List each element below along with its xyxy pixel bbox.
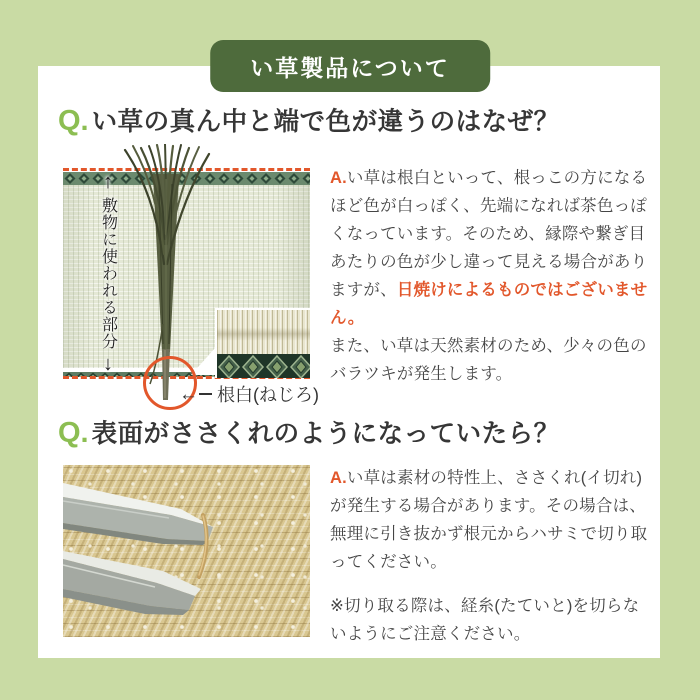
section-title: い草製品について <box>250 54 450 81</box>
q2-answer-body: い草は素材の特性上、ささくれ(イ切れ)が発生する場合があります。その場合は、無理に引き抜かず根元からハサミで切り取ってください。 <box>330 469 648 571</box>
scissors-cutting-image <box>63 465 310 637</box>
q1-answer-body-start: い草は根白といって、根っこの方になるほど色が白っぽく、先端になれば茶色っぽくなっています。そのため、縁際や繋ぎ目あたりの色が少し違って見える場合がありますが、 <box>330 169 648 299</box>
q2-question <box>58 414 560 450</box>
nejiro-label-text: 根白(ねじろ) <box>217 385 319 405</box>
igusa-fringe-texture <box>217 310 310 354</box>
section-title-badge <box>210 40 490 92</box>
q1-question-text: い草の真ん中と端で色が違うのはなぜ？ <box>91 108 560 136</box>
q2-answer-prefix: A. <box>330 469 347 487</box>
q2-question-text: 表面がささくれのようになっていたら？ <box>91 420 560 448</box>
arrow-left-icon: ← <box>179 383 198 405</box>
q1-prefix: Q. <box>58 105 89 137</box>
usable-part-label: 敷物に使われる部分 <box>99 196 117 350</box>
arrow-up-icon: ↑ <box>103 171 113 193</box>
q1-question <box>58 102 560 138</box>
q1-answer-prefix: A. <box>330 169 347 187</box>
q1-photo <box>63 150 319 412</box>
q2-answer-paragraph <box>330 464 652 576</box>
q1-answer-highlight: 日焼けによるものではございません。 <box>330 281 648 327</box>
q1-answer-paragraph-2: また、い草は天然素材のため、少々の色のバラツキが発生します。 <box>330 337 647 383</box>
q2-answer <box>330 464 652 648</box>
q2-prefix: Q. <box>58 417 89 449</box>
inset-diamond-border <box>217 354 310 378</box>
q2-answer-note: ※切り取る際は、経糸(たていと)を切らないようにご注意ください。 <box>330 597 640 643</box>
q1-answer <box>330 164 652 388</box>
q2-photo <box>63 465 310 637</box>
tatami-edge-closeup-inset <box>215 308 310 378</box>
diamond-pattern-inset <box>217 354 310 378</box>
q1-answer-paragraph-1 <box>330 164 652 332</box>
nejiro-annotation <box>179 381 319 407</box>
arrow-tail-line <box>199 393 212 395</box>
usable-part-annotation <box>91 172 125 374</box>
arrow-down-icon: ↓ <box>103 353 113 375</box>
